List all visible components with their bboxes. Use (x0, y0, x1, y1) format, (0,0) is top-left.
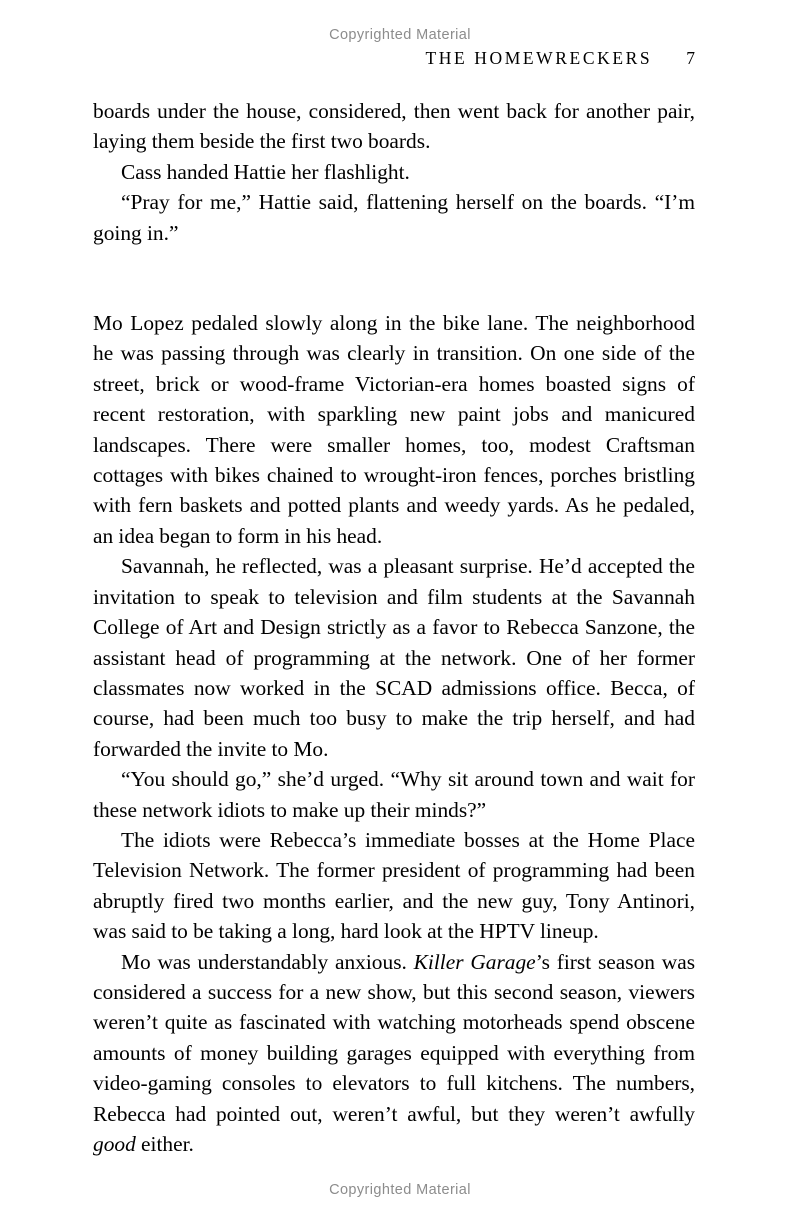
copyright-watermark-bottom: Copyrighted Material (329, 1182, 471, 1198)
copyright-watermark-top: Copyrighted Material (329, 27, 471, 43)
body-text-block (93, 96, 695, 1159)
paragraph: “Pray for me,” Hattie said, flattening herself on the boards. “I’m going in.” (93, 190, 695, 245)
roman-run: Mo was understandably anxious. (121, 949, 414, 974)
italic-run: Killer Garage (413, 949, 536, 974)
roman-run: ’s first season was considered a success for a new show, but this second season, viewers weren’t quite as fascinated with watching motorheads spend obscene amounts of money building garages equipped with everything from video-gaming consoles to elevators to full kitchens. The numbers, Rebecca had pointed out, weren’t awful, but they weren’t awfully (93, 949, 696, 1126)
italic-run: good (93, 1132, 136, 1156)
roman-run: either. (135, 1132, 194, 1156)
paragraph: Cass handed Hattie her flashlight. (121, 159, 410, 184)
paragraph: boards under the house, considered, then went back for another pair, laying them beside the first two boards. (93, 99, 695, 154)
page-number: 7 (686, 48, 695, 68)
paragraph: Savannah, he reflected, was a pleasant surprise. He’d accepted the invitation to speak to television and film students at the Savannah College of Art and Design strictly as a favor to Rebecca Sanzone, the assistant head of programming at the network. One of her former classmates now worked in the SCAD admissions office. Becca, of course, had been much too busy to make the trip herself, and had forwarded the invite to Mo. (93, 554, 695, 761)
running-head (93, 48, 695, 74)
paragraph: Mo Lopez pedaled slowly along in the bike lane. The neighborhood he was passing through was clearly in transition. On one side of the street, brick or wood-frame Victorian-era homes boasted signs of recent restoration, with sparkling new paint jobs and manicured landscapes. There were smaller homes, too, modest Craftsman cottages with bikes chained to wrought-iron fences, porches bristling with fern baskets and potted plants and weedy yards. As he pedaled, an idea began to form in his head. (93, 311, 695, 548)
running-head-title: THE HOMEWRECKERS (425, 48, 653, 68)
paragraph (93, 947, 695, 1160)
paragraph: The idiots were Rebecca’s immediate bosses at the Home Place Television Network. The former president of programming had been abruptly fired two months earlier, and the new guy, Tony Antinori, was said to be taking a long, hard look at the HPTV lineup. (93, 827, 695, 944)
paragraph: “You should go,” she’d urged. “Why sit around town and wait for these network idiots to make up their minds?” (93, 767, 695, 822)
section-break (93, 248, 695, 308)
